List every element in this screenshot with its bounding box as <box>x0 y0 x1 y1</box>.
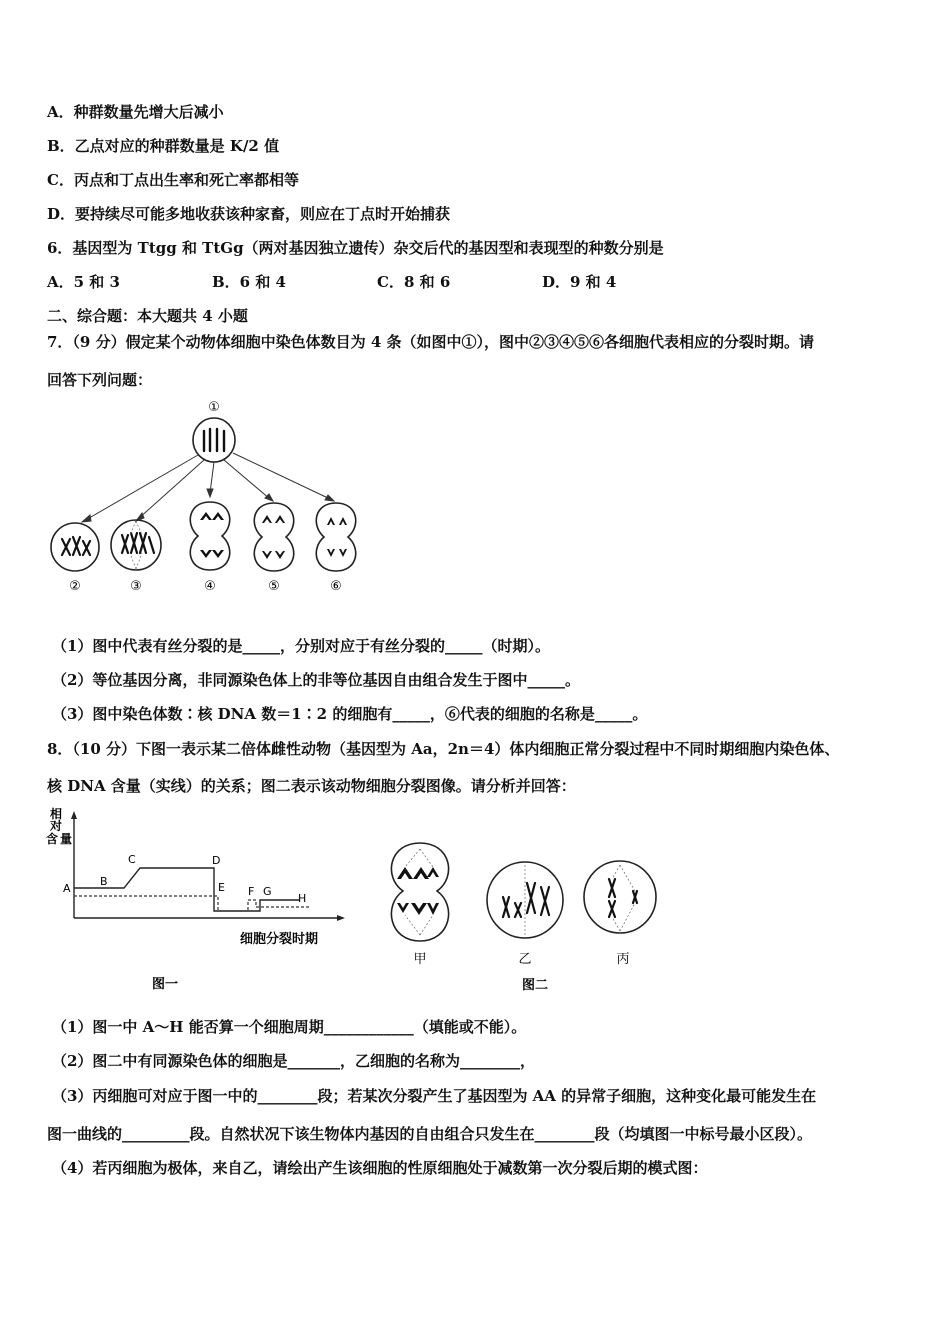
q8-figure1-graph <box>40 805 370 995</box>
q7-label-3: ③ <box>130 579 142 594</box>
q8-sub-3-cont: 图一曲线的_________段。自然状况下该生物体内基因的自由组合只发生在________段（均填图一中标号最小区段）。 <box>47 1125 813 1143</box>
q7-cell-3 <box>111 520 161 570</box>
q7-label-4: ④ <box>204 579 216 594</box>
q7-cell-4-chromosomes <box>200 512 224 558</box>
q8-sub-1: （1）图一中 A～H 能否算一个细胞周期____________（填能或不能）。 <box>52 1018 527 1036</box>
q8-sub-4: （4）若丙细胞为极体，来自乙，请绘出产生该细胞的性原细胞处于减数第一次分裂后期的模式图： <box>52 1159 708 1177</box>
q7-cell-1-chromosomes <box>204 429 224 451</box>
q8-stem-line2: 核 DNA 含量（实线）的关系；图二表示该动物细胞分裂图像。请分析并回答： <box>47 777 576 795</box>
q7-stem-line1: 7．（9 分）假定某个动物体细胞中染色体数目为 4 条（如图中①），图中②③④⑤⑥各细胞代表相应的分裂时期。请 <box>47 333 814 351</box>
graph-y-label-1: 相 <box>50 807 63 821</box>
q7-sub-3: （3）图中染色体数∶核 DNA 数＝1∶2 的细胞有_____，⑥代表的细胞的名称是_____。 <box>52 705 648 723</box>
q5-option-a: A．种群数量先增大后减小 <box>47 103 224 121</box>
q7-stem-line2: 回答下列问题： <box>47 371 153 389</box>
q5-option-d: D．要持续尽可能多地收获该种家畜，则应在丁点时开始捕获 <box>47 205 451 223</box>
q7-cell-5-chromosomes <box>262 515 285 559</box>
q7-cell-4 <box>190 502 229 570</box>
graph-point-c: C <box>128 853 136 866</box>
cell-bing-label: 丙 <box>616 952 630 967</box>
q6-option-a: A．5 和 3 <box>47 273 120 291</box>
q6-stem: 6．基因型为 Ttgg 和 TtGg（两对基因独立遗传）杂交后代的基因型和表现型的种数分别是 <box>47 239 664 257</box>
q6-option-b: B．6 和 4 <box>212 273 286 291</box>
q7-cell-3-chromosomes <box>122 533 154 553</box>
q7-cell-division-figure <box>40 395 380 600</box>
cell-yi-label: 乙 <box>518 952 532 967</box>
graph-point-d: D <box>212 854 221 867</box>
graph-y-label-3: 含 <box>46 832 59 846</box>
graph-point-g: G <box>263 885 272 898</box>
q6-option-c: C．8 和 6 <box>377 273 451 291</box>
figure2-caption: 图二 <box>521 978 549 993</box>
q7-sub-1: （1）图中代表有丝分裂的是_____，分别对应于有丝分裂的_____（时期）。 <box>52 637 550 655</box>
cell-yi-chromosomes <box>503 883 549 917</box>
q7-sub-2: （2）等位基因分离，非同源染色体上的非等位基因自由组合发生于图中_____。 <box>52 671 580 689</box>
graph-point-f: F <box>248 885 255 898</box>
graph-y-label-2: 对 <box>50 819 63 833</box>
graph-chromosome-line <box>74 896 310 911</box>
q7-label-2: ② <box>69 579 81 594</box>
q8-figure2-cells <box>375 835 685 995</box>
graph-point-a: A <box>63 882 71 895</box>
q7-cell-1 <box>193 418 235 462</box>
q7-arrows <box>82 453 334 522</box>
q7-label-1: ① <box>208 400 220 415</box>
q7-cell-2-chromosomes <box>62 537 90 555</box>
q8-sub-3: （3）丙细胞可对应于图一中的________段；若某次分裂产生了基因型为 AA 的异常子细胞，这种变化最可能发生在 <box>52 1087 817 1105</box>
section-heading: 二、综合题：本大题共 4 小题 <box>47 307 248 325</box>
graph-point-e: E <box>218 881 225 894</box>
graph-y-label-4: 量 <box>60 832 73 846</box>
graph-point-b: B <box>100 875 108 888</box>
q7-cell-6-chromosomes <box>327 517 347 557</box>
q7-cell-5 <box>254 503 293 571</box>
graph-point-h: H <box>298 892 307 905</box>
q5-option-c: C．丙点和丁点出生率和死亡率都相等 <box>47 171 299 189</box>
cell-jia-label: 甲 <box>413 952 427 967</box>
q8-stem-line1: 8．（10 分）下图一表示某二倍体雌性动物（基因型为 Aa，2n＝4）体内细胞正常分裂过程中不同时期细胞内染色体、 <box>47 740 840 758</box>
q8-sub-2: （2）图二中有同源染色体的细胞是_______，乙细胞的名称为________， <box>52 1052 535 1070</box>
cell-jia <box>391 843 448 941</box>
graph-x-label: 细胞分裂时期 <box>240 932 319 947</box>
q6-option-d: D．9 和 4 <box>542 273 617 291</box>
cell-bing-chromosomes <box>609 879 637 917</box>
q7-label-6: ⑥ <box>330 579 342 594</box>
graph-caption: 图一 <box>152 977 179 992</box>
q7-cell-6 <box>316 503 355 571</box>
q5-option-b: B．乙点对应的种群数量是 K/2 值 <box>47 137 280 155</box>
cell-bing <box>584 861 656 933</box>
q7-label-5: ⑤ <box>268 579 280 594</box>
